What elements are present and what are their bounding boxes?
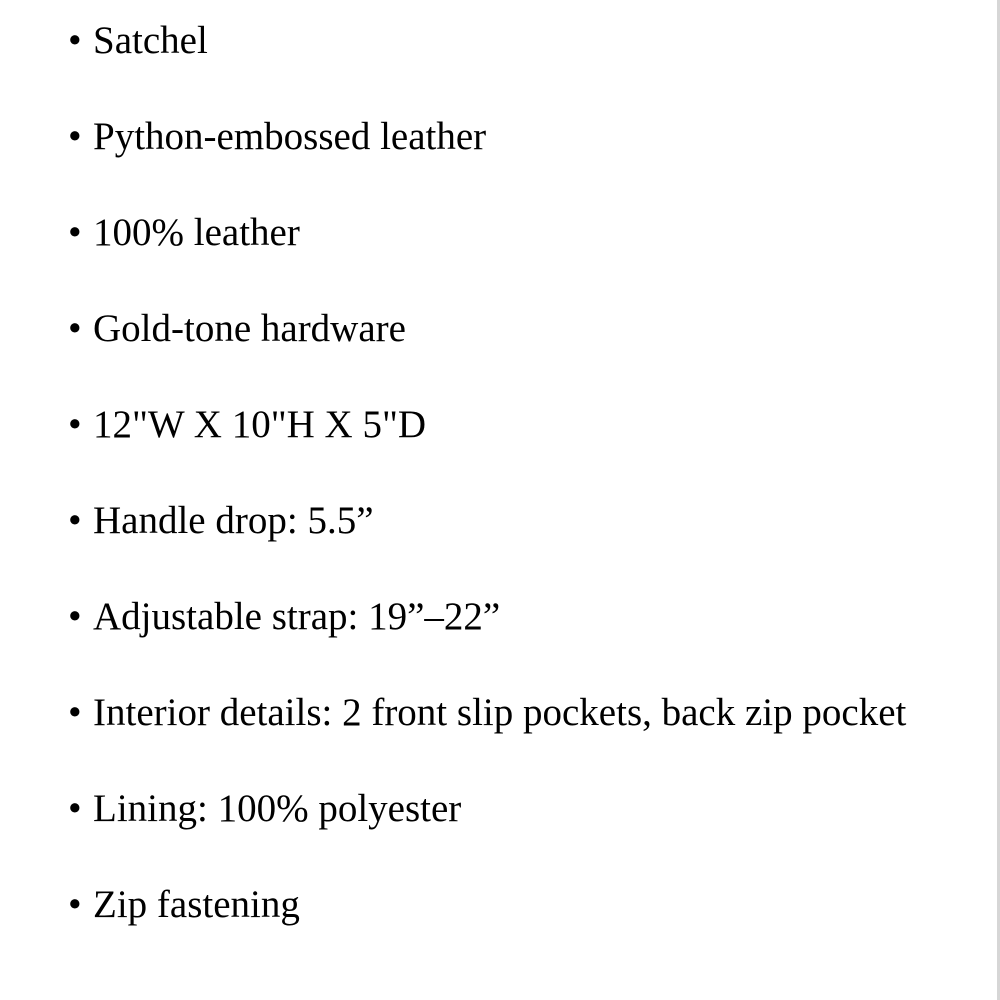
feature-text: Zip fastening	[93, 883, 300, 926]
feature-item	[68, 302, 968, 356]
feature-text: Lining: 100% polyester	[93, 787, 462, 830]
bullet-icon: •	[68, 883, 82, 926]
bullet-icon: •	[68, 307, 82, 350]
bullet-icon: •	[68, 115, 82, 158]
feature-item	[68, 206, 968, 260]
feature-text: Interior details: 2 front slip pockets, back zip pocket	[93, 691, 907, 734]
feature-text: Adjustable strap: 19”–22”	[93, 595, 501, 638]
bullet-icon: •	[68, 499, 82, 542]
feature-item	[68, 14, 968, 68]
feature-item	[68, 590, 968, 644]
bullet-icon: •	[68, 691, 82, 734]
feature-text: Satchel	[93, 19, 208, 62]
feature-item	[68, 398, 968, 452]
bullet-icon: •	[68, 211, 82, 254]
bullet-icon: •	[68, 403, 82, 446]
feature-item	[68, 494, 968, 548]
bullet-icon: •	[68, 595, 82, 638]
feature-item	[68, 686, 968, 740]
bullet-icon: •	[68, 19, 82, 62]
feature-text: 12"W X 10"H X 5"D	[93, 403, 427, 446]
feature-text: Python-embossed leather	[93, 115, 487, 158]
bullet-icon: •	[68, 787, 82, 830]
feature-text: Gold-tone hardware	[93, 307, 406, 350]
feature-item	[68, 878, 968, 932]
feature-text: Handle drop: 5.5”	[93, 499, 374, 542]
feature-text: 100% leather	[93, 211, 300, 254]
product-feature-list	[68, 14, 968, 932]
feature-item	[68, 110, 968, 164]
feature-item	[68, 782, 968, 836]
